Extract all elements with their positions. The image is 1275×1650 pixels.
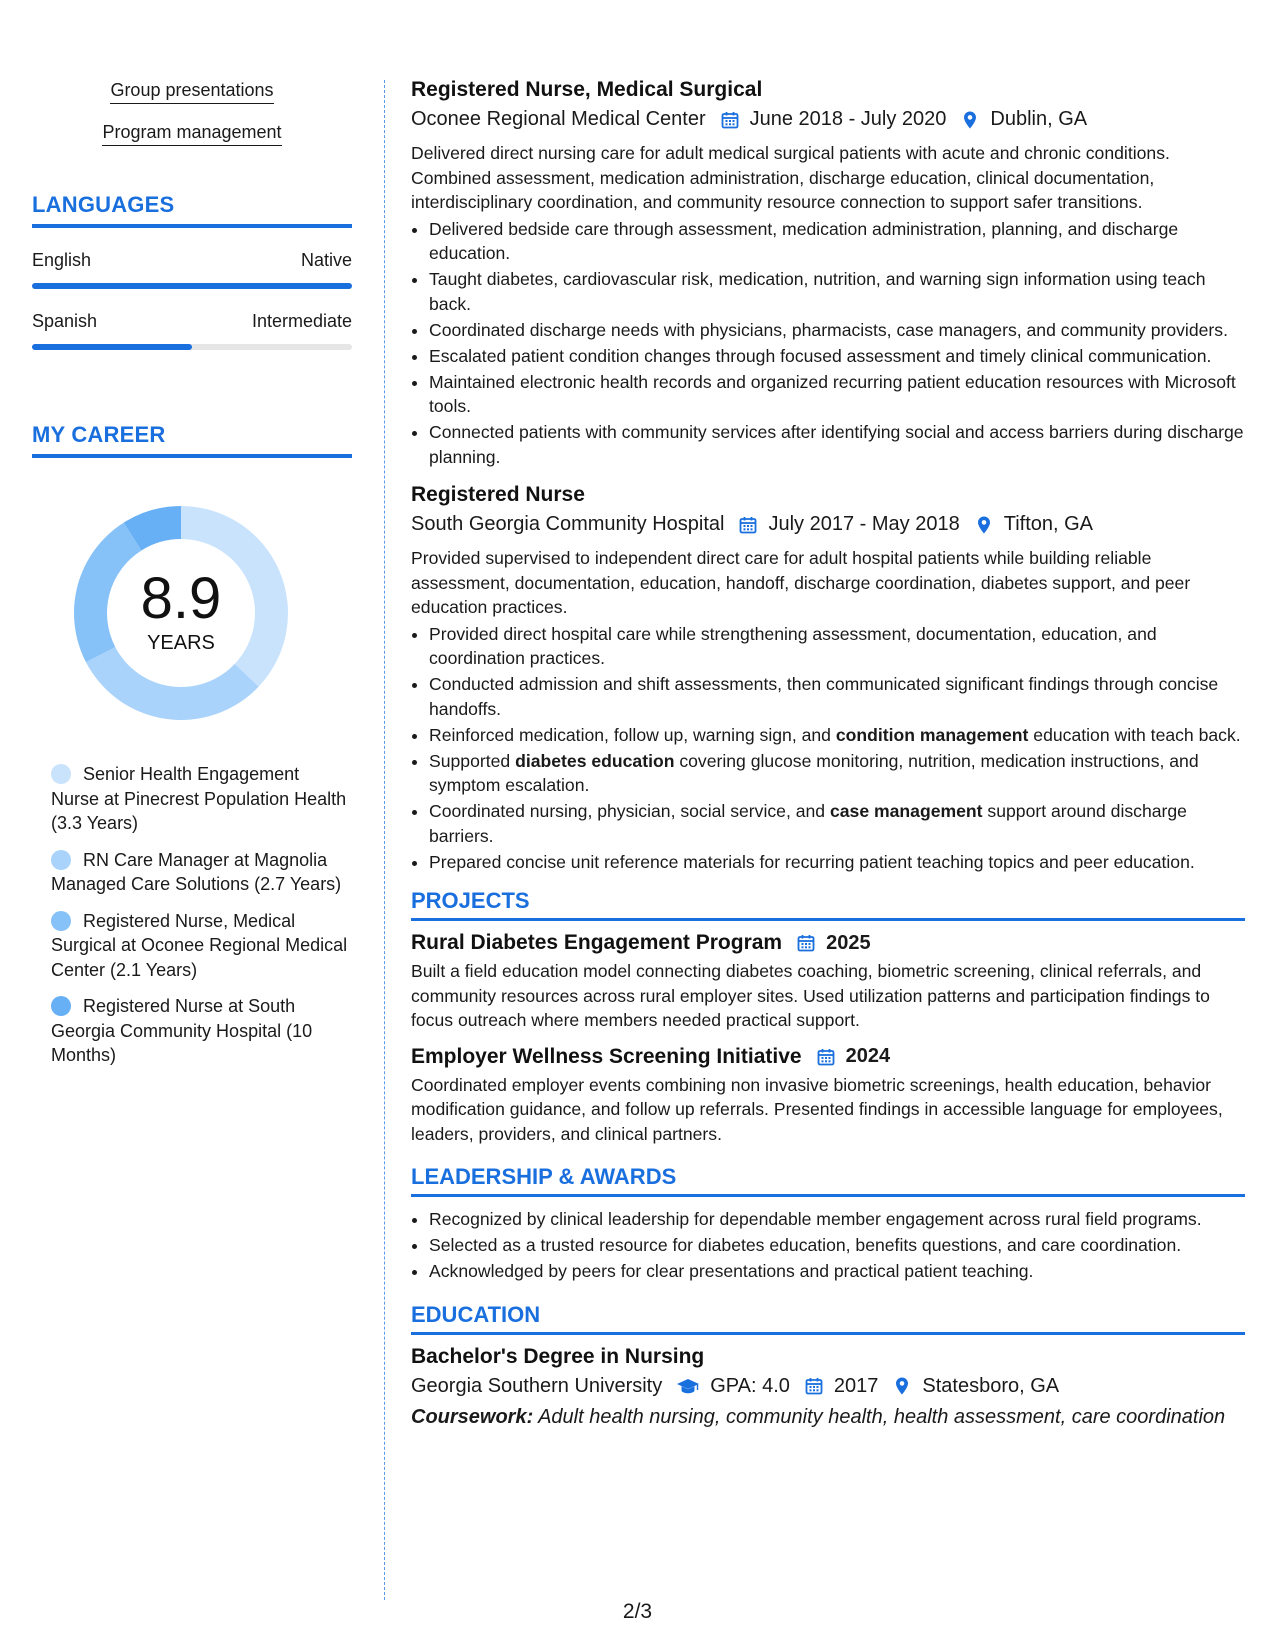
legend-label: RN Care Manager at Magnolia Managed Care Solutions (2.7 Years) bbox=[51, 849, 342, 894]
career-legend-item bbox=[51, 848, 352, 897]
career-legend-item bbox=[51, 762, 352, 836]
job-location: Dublin, GA bbox=[990, 108, 1088, 130]
language-spanish bbox=[32, 311, 352, 350]
job-title: Registered Nurse bbox=[411, 483, 585, 506]
language-proficiency-bar bbox=[32, 283, 352, 289]
gpa: GPA: 4.0 bbox=[710, 1374, 790, 1397]
language-name: English bbox=[32, 250, 92, 270]
languages-section bbox=[32, 192, 352, 350]
calendar-icon bbox=[804, 1376, 824, 1396]
legend-label: Senior Health Engagement Nurse at Pinecrest Population Health (3.3 Years) bbox=[51, 764, 347, 833]
graduation-year: 2017 bbox=[833, 1374, 879, 1397]
legend-dot bbox=[51, 996, 71, 1016]
education-meta bbox=[411, 1375, 1245, 1398]
legend-label: Registered Nurse at South Georgia Community Hospital (10 Months) bbox=[51, 996, 313, 1065]
leadership-item: • Recognized by clinical leadership for dependable member engagement across rural field programs. bbox=[429, 1207, 1245, 1232]
job-dates: July 2017 - May 2018 bbox=[768, 513, 960, 535]
leadership-item: • Selected as a trusted resource for diabetes education, benefits questions, and care coordination. bbox=[429, 1233, 1245, 1258]
job-employer: South Georgia Community Hospital bbox=[411, 513, 725, 535]
project-year: 2025 bbox=[826, 931, 871, 954]
language-proficiency-fill bbox=[32, 344, 192, 350]
education-section bbox=[411, 1302, 1245, 1429]
legend-label: Registered Nurse, Medical Surgical at Oconee Regional Medical Center (2.1 Years) bbox=[51, 910, 348, 980]
leadership-section bbox=[411, 1164, 1245, 1284]
job-bullets bbox=[411, 217, 1245, 470]
job-bullet: • Coordinated nursing, physician, social service, and case management support around discharge barriers. bbox=[429, 799, 1245, 848]
projects-section bbox=[411, 888, 1245, 1146]
calendar-icon bbox=[796, 933, 816, 953]
leadership-list bbox=[411, 1207, 1245, 1284]
graduation-cap-icon bbox=[676, 1376, 700, 1396]
leadership-heading: LEADERSHIP & AWARDS bbox=[411, 1164, 1245, 1197]
job-bullet: • Coordinated discharge needs with physicians, pharmacists, case managers, and community providers. bbox=[429, 318, 1245, 343]
calendar-icon bbox=[816, 1047, 836, 1067]
leadership-item: • Acknowledged by peers for clear presentations and practical patient teaching. bbox=[429, 1259, 1245, 1284]
map-pin-icon bbox=[892, 1376, 912, 1396]
career-legend bbox=[32, 762, 352, 1068]
job-summary: Provided supervised to independent direct care for adult hospital patients while building reliable assessment, documentation, education, handoff, discharge coordination, diabetes support, and peer education practices. bbox=[411, 548, 1191, 617]
project-description: Coordinated employer events combining non invasive biometric screenings, health education, behavior modification guidance, and follow up referrals. Presented findings in accessible language for employees, leaders, providers, and clinical partners. bbox=[411, 1074, 1223, 1144]
skills-list bbox=[32, 80, 352, 146]
coursework-text: Adult health nursing, community health, health assessment, care coordination bbox=[538, 1405, 1226, 1428]
language-english bbox=[32, 250, 352, 289]
map-pin-icon bbox=[960, 110, 980, 130]
job-bullet: • Maintained electronic health records and organized recurring patient education resources with Microsoft tools. bbox=[429, 370, 1245, 419]
job-employer: Oconee Regional Medical Center bbox=[411, 108, 706, 130]
career-legend-item bbox=[51, 909, 352, 983]
skill-item: Group presentations bbox=[110, 80, 273, 104]
education-heading: EDUCATION bbox=[411, 1302, 1245, 1335]
project-description: Built a field education model connecting diabetes coaching, biometric screening, clinical referrals, and community resources across rural employer sites. Used utilization patterns and participation findings to focus outreach where members needed practical support. bbox=[411, 961, 1210, 1030]
job-bullet: • Reinforced medication, follow up, warning sign, and condition management education with teach back. bbox=[429, 723, 1245, 748]
career-total-unit: YEARS bbox=[147, 632, 215, 654]
school-location: Statesboro, GA bbox=[922, 1374, 1060, 1397]
language-level: Native bbox=[300, 250, 352, 270]
main-column bbox=[411, 78, 1245, 1429]
job-bullet: • Escalated patient condition changes through focused assessment and timely clinical communication. bbox=[429, 344, 1245, 369]
job-bullet: • Prepared concise unit reference materials for recurring patient teaching topics and peer education. bbox=[429, 850, 1245, 875]
language-proficiency-bar bbox=[32, 344, 352, 350]
skill-item: Program management bbox=[102, 122, 281, 146]
sidebar bbox=[32, 80, 352, 1080]
career-legend-item bbox=[51, 994, 352, 1068]
job-dates: June 2018 - July 2020 bbox=[749, 108, 947, 130]
career-section bbox=[32, 422, 352, 1068]
language-name: Spanish bbox=[32, 311, 98, 331]
coursework bbox=[411, 1406, 1245, 1429]
job-entry bbox=[411, 78, 1245, 469]
school-name: Georgia Southern University bbox=[411, 1374, 663, 1397]
language-level: Intermediate bbox=[251, 311, 352, 331]
job-bullet: • Connected patients with community services after identifying social and access barriers during discharge planning. bbox=[429, 420, 1245, 469]
page-number: 2/3 bbox=[622, 1600, 653, 1623]
job-bullets bbox=[411, 622, 1245, 875]
map-pin-icon bbox=[974, 515, 994, 535]
job-bullet: • Provided direct hospital care while strengthening assessment, documentation, education, and coordination practices. bbox=[429, 622, 1245, 671]
project-title: Rural Diabetes Engagement Program bbox=[411, 931, 783, 954]
job-summary: Delivered direct nursing care for adult medical surgical patients with acute and chronic conditions. Combined assessment, medication administration, discharge education, clinical documentation, interdisciplinary coordination, and community resource connection to support safer transitions. bbox=[411, 143, 1170, 212]
legend-dot bbox=[51, 764, 71, 784]
project-year: 2024 bbox=[845, 1045, 891, 1067]
legend-dot bbox=[51, 850, 71, 870]
languages-heading: LANGUAGES bbox=[32, 192, 352, 228]
job-bullet: • Conducted admission and shift assessments, then communicated significant findings through concise handoffs. bbox=[429, 672, 1245, 721]
project-entry bbox=[411, 931, 1245, 1033]
career-heading: MY CAREER bbox=[32, 422, 352, 458]
job-entry bbox=[411, 483, 1245, 874]
job-meta bbox=[411, 108, 1245, 131]
job-location: Tifton, GA bbox=[1003, 513, 1094, 535]
career-total-years: 8.9 bbox=[140, 566, 222, 631]
job-bullet: • Delivered bedside care through assessment, medication administration, planning, and discharge education. bbox=[429, 217, 1245, 266]
degree-title: Bachelor's Degree in Nursing bbox=[411, 1344, 705, 1368]
calendar-icon bbox=[738, 515, 758, 535]
job-bullet: • Supported diabetes education covering glucose monitoring, nutrition, medication instructions, and symptom escalation. bbox=[429, 749, 1245, 798]
project-entry bbox=[411, 1045, 1245, 1147]
calendar-icon bbox=[720, 110, 740, 130]
projects-heading: PROJECTS bbox=[411, 888, 1245, 921]
column-divider bbox=[384, 80, 385, 1600]
language-proficiency-fill bbox=[32, 283, 352, 289]
legend-dot bbox=[51, 911, 71, 931]
job-title: Registered Nurse, Medical Surgical bbox=[411, 78, 763, 101]
coursework-label: Coursework: bbox=[411, 1405, 534, 1428]
job-bullet: • Taught diabetes, cardiovascular risk, medication, nutrition, and warning sign information using teach back. bbox=[429, 267, 1245, 316]
project-title: Employer Wellness Screening Initiative bbox=[411, 1044, 802, 1068]
job-meta bbox=[411, 513, 1245, 536]
career-donut-chart bbox=[66, 498, 296, 728]
